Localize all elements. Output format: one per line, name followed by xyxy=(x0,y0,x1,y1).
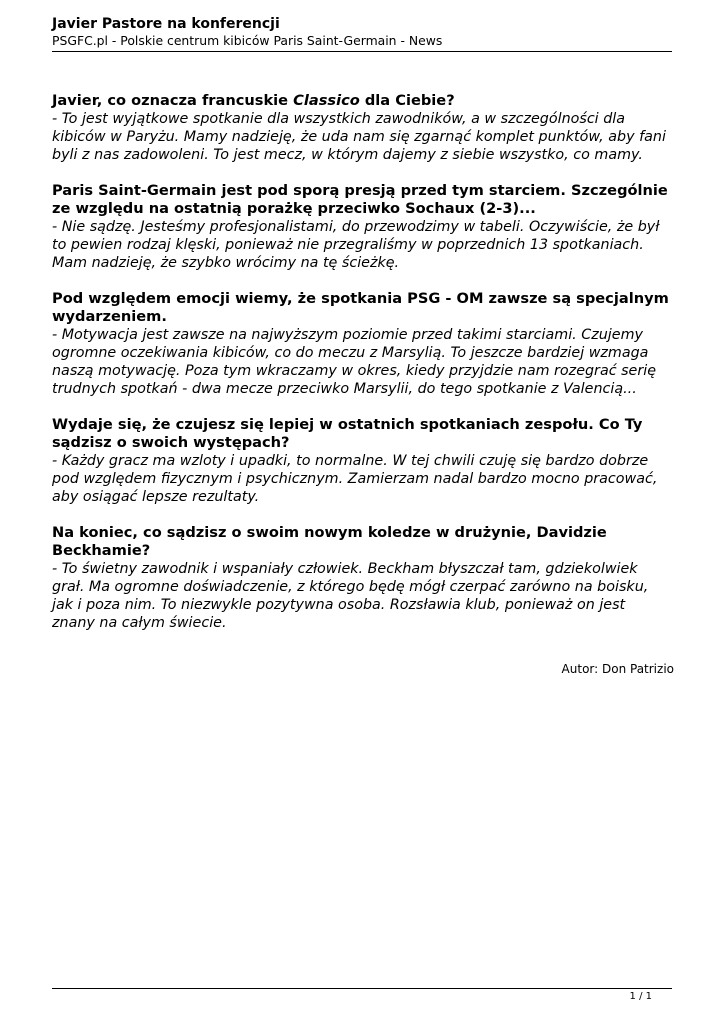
document-footer xyxy=(52,988,672,1003)
document-title: Javier Pastore na konferencji xyxy=(52,16,280,32)
footer-divider xyxy=(52,988,672,989)
qa-block xyxy=(52,92,672,164)
question: Na koniec, co sądzisz o swoim nowym koledze w drużynie, Davidzie Beckhamie? xyxy=(52,524,607,559)
question: Paris Saint-Germain jest pod sporą presją przed tym starciem. Szczególnie ze względu na ostatnią porażkę przeciwko Sochaux (2-3)... xyxy=(52,182,668,217)
header-divider xyxy=(52,51,672,52)
page-number: 1 / 1 xyxy=(629,991,652,1002)
document-page xyxy=(52,16,672,677)
document-header xyxy=(52,16,672,52)
qa-block xyxy=(52,182,672,272)
qa-block xyxy=(52,524,672,632)
answer: - Każdy gracz ma wzloty i upadki, to normalne. W tej chwili czuję się bardzo dobrze pod względem fizycznym i psychicznym. Zamierzam nadal bardzo mocno pracować, aby osiągać lepsze rezultaty. xyxy=(52,453,658,505)
qa-block xyxy=(52,290,672,398)
question-text-end: dla Ciebie? xyxy=(359,92,455,109)
author-credit: Autor: Don Patrizio xyxy=(561,662,674,676)
answer: - Nie sądzę. Jesteśmy profesjonalistami, do przewodzimy w tabeli. Oczywiście, że był to pewien rodzaj klęski, ponieważ nie przegraliśmy w poprzednich 13 spotkaniach. Mam nadzieję, że szybko wrócimy na tę ścieżkę. xyxy=(52,219,660,271)
answer: - To świetny zawodnik i wspaniały człowiek. Beckham błyszczał tam, gdziekolwiek grał. Ma ogromne doświadczenie, z którego będę mógł czerpać zarówno na boisku, jak i poza nim. To niezwykle pozytywna osoba. Rozsławia klub, ponieważ on jest znany na całym świecie. xyxy=(52,561,649,631)
answer: - Motywacja jest zawsze na najwyższym poziomie przed takimi starciami. Czujemy ogromne oczekiwania kibiców, co do meczu z Marsylią. To jeszcze bardziej wzmaga naszą motywację. Poza tym wkraczamy w okres, kiedy przyjdzie nam rozegrać serię trudnych spotkań - dwa mecze przeciwko Marsylii, do tego spotkanie z Valencią... xyxy=(52,327,656,397)
answer: - To jest wyjątkowe spotkanie dla wszystkich zawodników, a w szczególności dla kibiców w Paryżu. Mamy nadzieję, że uda nam się zgarnąć komplet punktów, aby fani byli z nas zadowoleni. To jest mecz, w którym dajemy z siebie wszystko, co mamy. xyxy=(52,111,666,163)
question-text-start: Javier, co oznacza francuskie xyxy=(52,92,294,109)
question: Pod względem emocji wiemy, że spotkania PSG - OM zawsze są specjalnym wydarzeniem. xyxy=(52,290,669,325)
article-body xyxy=(52,92,672,677)
question-emphasis: Classico xyxy=(293,92,360,109)
document-subtitle: PSGFC.pl - Polskie centrum kibiców Paris Saint-Germain - News xyxy=(52,33,443,48)
question: Wydaje się, że czujesz się lepiej w ostatnich spotkaniach zespołu. Co Ty sądzisz o swoich występach? xyxy=(52,416,643,451)
qa-block xyxy=(52,416,672,506)
question xyxy=(52,92,672,110)
